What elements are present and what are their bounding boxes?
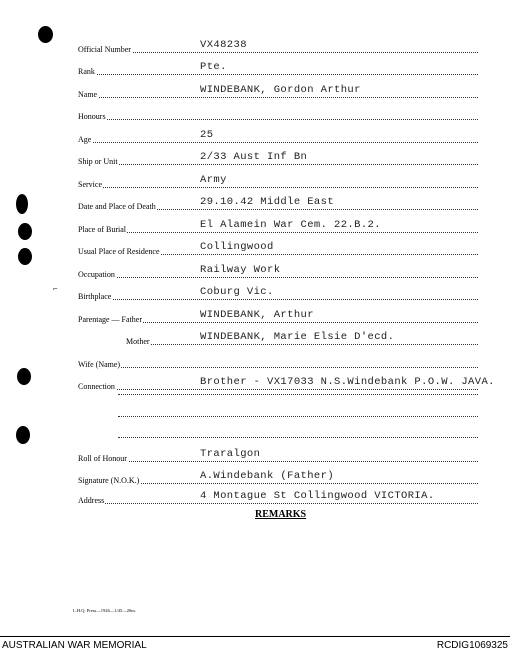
dotted-line bbox=[78, 187, 478, 188]
field-ship-or-unit bbox=[78, 146, 478, 166]
field-value: Army bbox=[200, 174, 227, 186]
dotted-line bbox=[78, 503, 478, 504]
remarks-heading: REMARKS bbox=[255, 509, 307, 520]
dotted-line bbox=[78, 74, 478, 75]
field-value: 4 Montague St Collingwood VICTORIA. bbox=[200, 490, 435, 502]
dotted-line bbox=[126, 344, 478, 345]
field-value: Brother - VX17033 N.S.Windebank P.O.W. JAVA. bbox=[200, 376, 495, 388]
field-value: Pte. bbox=[200, 61, 227, 73]
punch-hole-5 bbox=[17, 368, 31, 385]
field-place-of-burial bbox=[78, 214, 478, 234]
field-value: VX48238 bbox=[200, 39, 247, 51]
field-value: Traralgon bbox=[200, 448, 261, 460]
dotted-line bbox=[78, 119, 478, 120]
dotted-line bbox=[78, 52, 478, 53]
continuation-line bbox=[118, 404, 478, 417]
field-age bbox=[78, 124, 478, 144]
field-name bbox=[78, 79, 478, 99]
field-wife bbox=[78, 349, 478, 369]
footer-institution: AUSTRALIAN WAR MEMORIAL bbox=[2, 640, 147, 651]
field-service bbox=[78, 169, 478, 189]
field-mother bbox=[78, 326, 478, 346]
field-label: Service bbox=[78, 180, 102, 189]
footer-record-id: RCDIG1069325 bbox=[436, 640, 508, 651]
field-rank bbox=[78, 56, 478, 76]
field-roll-of-honour bbox=[78, 443, 478, 463]
field-label: Mother bbox=[126, 337, 150, 346]
field-date-place-death bbox=[78, 191, 478, 211]
field-value: WINDEBANK, Arthur bbox=[200, 309, 314, 321]
field-label: Date and Place of Death bbox=[78, 202, 156, 211]
field-residence bbox=[78, 236, 478, 256]
dotted-line bbox=[78, 97, 478, 98]
field-label: Wife (Name) bbox=[78, 360, 121, 369]
field-label: Signature (N.O.K.) bbox=[78, 476, 140, 485]
field-label: Honours bbox=[78, 112, 106, 121]
dotted-line bbox=[78, 367, 478, 368]
dotted-line bbox=[78, 299, 478, 300]
dotted-line bbox=[78, 142, 478, 143]
field-value: 25 bbox=[200, 129, 214, 141]
archive-footer bbox=[0, 636, 510, 655]
punch-hole-6 bbox=[16, 426, 30, 444]
field-official-number bbox=[78, 34, 478, 54]
field-label: Ship or Unit bbox=[78, 157, 118, 166]
field-label: Usual Place of Residence bbox=[78, 247, 160, 256]
field-birthplace bbox=[78, 281, 478, 301]
field-value: Collingwood bbox=[200, 241, 274, 253]
stray-mark: ⌐ bbox=[53, 284, 58, 293]
field-father bbox=[78, 304, 478, 324]
field-label: Birthplace bbox=[78, 292, 112, 301]
continuation-line bbox=[118, 425, 478, 438]
field-label: Occupation bbox=[78, 270, 115, 279]
field-honours bbox=[78, 101, 478, 121]
field-signature bbox=[78, 465, 478, 485]
field-label: Place of Burial bbox=[78, 225, 126, 234]
dotted-line bbox=[78, 277, 478, 278]
field-label: Rank bbox=[78, 67, 95, 76]
field-label: Parentage — Father bbox=[78, 315, 142, 324]
field-occupation bbox=[78, 259, 478, 279]
dotted-line bbox=[78, 461, 478, 462]
dotted-line bbox=[78, 164, 478, 165]
field-value: 29.10.42 Middle East bbox=[200, 196, 335, 208]
field-value: WINDEBANK, Marie Elsie D'ecd. bbox=[200, 331, 395, 343]
field-label: Address bbox=[78, 496, 105, 505]
punch-hole-2 bbox=[16, 194, 28, 214]
printer-imprint: L.H.Q. Press—1926—1/45—20m. bbox=[73, 608, 136, 613]
punch-hole-1 bbox=[38, 26, 53, 43]
field-label: Roll of Honour bbox=[78, 454, 127, 463]
field-value: Coburg Vic. bbox=[200, 286, 274, 298]
field-label: Age bbox=[78, 135, 92, 144]
field-value: El Alamein War Cem. 22.B.2. bbox=[200, 219, 381, 231]
field-value: WINDEBANK, Gordon Arthur bbox=[200, 84, 361, 96]
dotted-line bbox=[78, 232, 478, 233]
field-label: Name bbox=[78, 90, 98, 99]
field-address bbox=[78, 485, 478, 505]
continuation-line bbox=[118, 382, 478, 395]
punch-hole-3 bbox=[18, 223, 32, 240]
punch-hole-4 bbox=[18, 248, 32, 265]
field-value: 2/33 Aust Inf Bn bbox=[200, 151, 308, 163]
field-value: A.Windebank (Father) bbox=[200, 470, 335, 482]
field-value: Railway Work bbox=[200, 264, 281, 276]
field-label: Official Number bbox=[78, 45, 131, 54]
field-label: Connection bbox=[78, 382, 115, 391]
